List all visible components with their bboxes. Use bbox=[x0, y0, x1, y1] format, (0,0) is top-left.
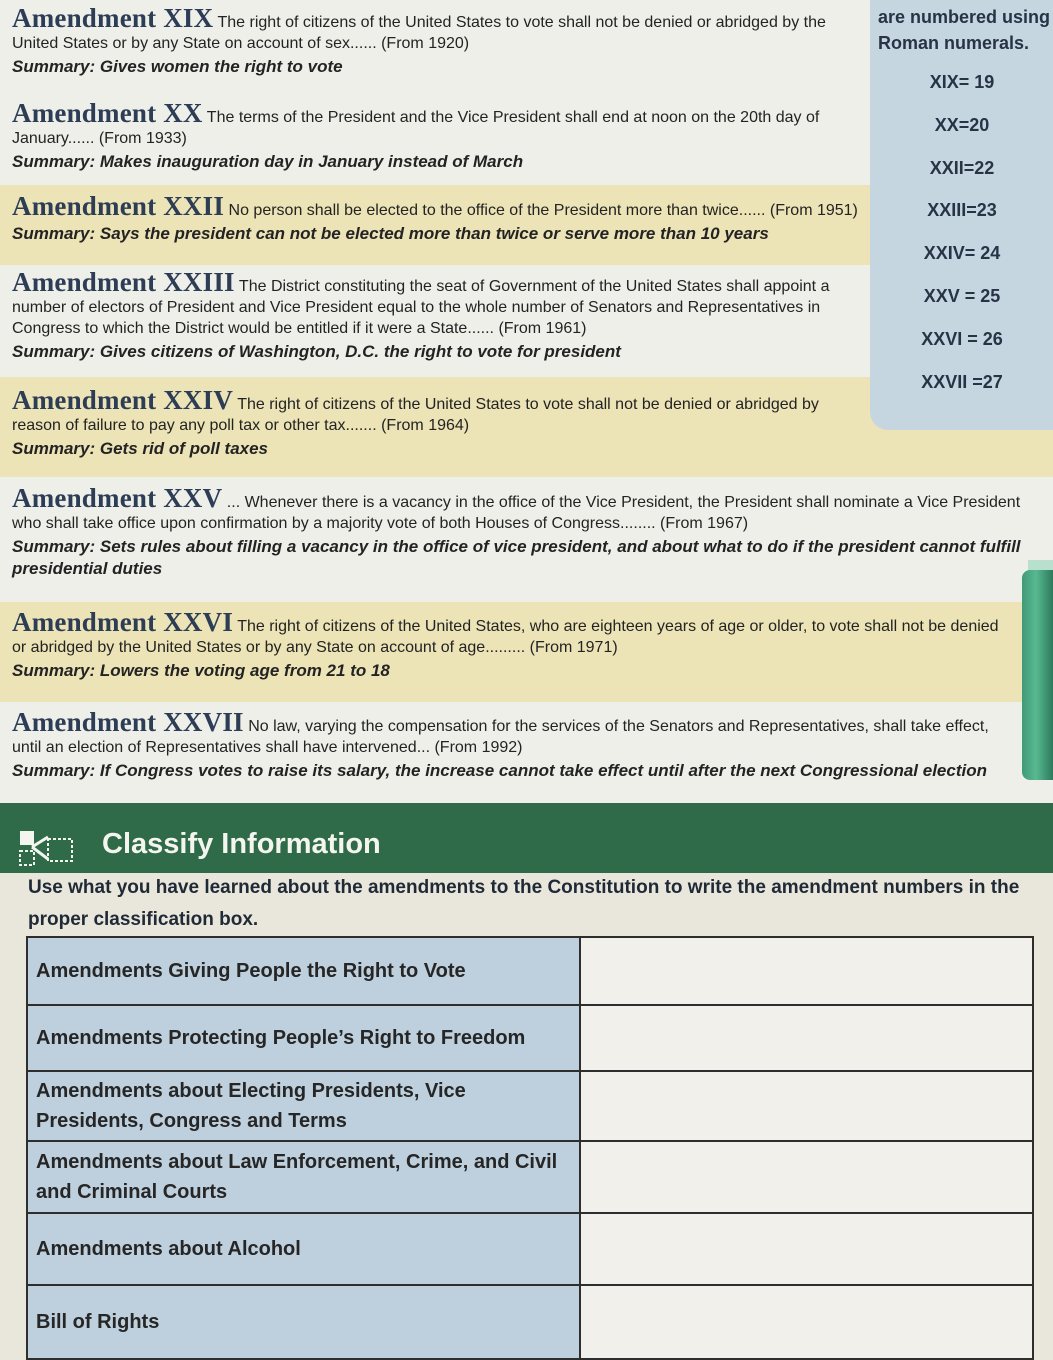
classify-icon bbox=[18, 827, 74, 867]
amendment-xxiii bbox=[12, 267, 862, 363]
amendment-xxvii bbox=[12, 707, 1012, 782]
classify-instructions: Use what you have learned about the amendments to the Constitution to write the amendment numbers in the proper classification box. bbox=[28, 877, 1020, 930]
amendment-xxv bbox=[12, 483, 1042, 580]
highlighter-pen bbox=[1022, 570, 1053, 780]
amendment-title: Amendment XXIII bbox=[12, 267, 235, 297]
answer-cell[interactable] bbox=[580, 1141, 1033, 1213]
numeral-27: XXVII =27 bbox=[921, 372, 1003, 392]
amendment-title: Amendment XIX bbox=[12, 3, 214, 33]
answer-cell[interactable] bbox=[580, 1005, 1033, 1071]
row-label: Bill of Rights bbox=[27, 1285, 580, 1359]
amendment-text: The District constituting the seat of Government of the United States shall appoint a number of electors of President and Vice President equal to the whole number of Senators and Representatives in Congress to which the District would be entitled if it were a State...... (From 1961) bbox=[12, 278, 830, 337]
roman-numeral-sidebar bbox=[870, 0, 1053, 430]
table-row bbox=[27, 1141, 1033, 1213]
amendment-text: ... Whenever there is a vacancy in the office of the Vice President, the President shall nominate a Vice President who shall take office upon confirmation by a majority vote of both Houses of Congress........ (From 1967) bbox=[12, 494, 1021, 532]
answer-cell[interactable] bbox=[580, 1213, 1033, 1285]
amendment-title: Amendment XXIV bbox=[12, 385, 234, 415]
sidebar-intro: are numbered using Roman numerals. bbox=[878, 7, 1051, 53]
row-label: Amendments about Electing Presidents, Vice Presidents, Congress and Terms bbox=[27, 1071, 580, 1141]
amendment-summary: Summary: If Congress votes to raise its salary, the increase cannot take effect until after the next Congressional election bbox=[12, 761, 987, 780]
amendment-text: The terms of the President and the Vice President shall end at noon on the 20th day of January...... (From 1933) bbox=[12, 109, 820, 147]
amendment-title: Amendment XXII bbox=[12, 191, 225, 221]
table-row bbox=[27, 1213, 1033, 1285]
amendment-title: Amendment XXVI bbox=[12, 607, 234, 637]
amendment-summary: Summary: Sets rules about filling a vacancy in the office of vice president, and about what to do if the president cannot fulfill presidential duties bbox=[12, 537, 1021, 578]
numeral-20: XX=20 bbox=[934, 115, 990, 135]
amendment-xx bbox=[12, 98, 862, 173]
amendment-text: No person shall be elected to the office of the President more than twice...... (From 1951) bbox=[228, 202, 858, 219]
classify-header bbox=[0, 819, 1053, 873]
amendment-title: Amendment XXV bbox=[12, 483, 223, 513]
amendment-summary: Summary: Makes inauguration day in January instead of March bbox=[12, 152, 524, 171]
amendment-xix bbox=[12, 3, 862, 78]
numeral-25: XXV = 25 bbox=[923, 286, 1001, 306]
amendment-xxvi bbox=[12, 607, 1007, 682]
amendment-summary: Summary: Says the president can not be elected more than twice or serve more than 10 years bbox=[12, 224, 769, 243]
amendment-text: The right of citizens of the United States to vote shall not be denied or abridged by reason of failure to pay any poll tax or other tax....... (From 1964) bbox=[12, 396, 819, 434]
amendment-title: Amendment XX bbox=[12, 98, 203, 128]
table-row bbox=[27, 937, 1033, 1005]
numeral-26: XXVI = 26 bbox=[921, 329, 1003, 349]
answer-cell[interactable] bbox=[580, 937, 1033, 1005]
amendment-text: No law, varying the compensation for the services of the Senators and Representatives, shall take effect, until an election of Representatives shall have intervened... (From 1992) bbox=[12, 718, 989, 756]
amendment-summary: Summary: Gets rid of poll taxes bbox=[12, 439, 269, 458]
table-row bbox=[27, 1005, 1033, 1071]
numeral-22: XXII=22 bbox=[929, 158, 995, 178]
classification-table bbox=[26, 936, 1034, 1360]
row-label: Amendments about Law Enforcement, Crime, and Civil and Criminal Courts bbox=[27, 1141, 580, 1213]
amendment-title: Amendment XXVII bbox=[12, 707, 244, 737]
numeral-24: XXIV= 24 bbox=[923, 243, 1001, 263]
amendment-xxii bbox=[12, 191, 862, 245]
table-row bbox=[27, 1285, 1033, 1359]
amendment-summary: Summary: Lowers the voting age from 21 to 18 bbox=[12, 661, 390, 680]
row-label: Amendments about Alcohol bbox=[27, 1213, 580, 1285]
section-divider bbox=[0, 803, 1053, 819]
answer-cell[interactable] bbox=[580, 1071, 1033, 1141]
amendment-summary: Summary: Gives women the right to vote bbox=[12, 57, 343, 76]
amendment-text: The right of citizens of the United States, who are eighteen years of age or older, to vote shall not be denied or abridged by the United States or by any State on account of age......... (From 1971) bbox=[12, 618, 999, 656]
row-label: Amendments Giving People the Right to Vote bbox=[27, 937, 580, 1005]
row-label: Amendments Protecting People’s Right to Freedom bbox=[27, 1005, 580, 1071]
classify-title: Classify Information bbox=[102, 828, 381, 860]
amendment-summary: Summary: Gives citizens of Washington, D.C. the right to vote for president bbox=[12, 342, 621, 361]
answer-cell[interactable] bbox=[580, 1285, 1033, 1359]
amendment-xxiv bbox=[12, 385, 862, 460]
amendment-text: The right of citizens of the United States to vote shall not be denied or abridged by the United States or by any State on account of sex...... (From 1920) bbox=[12, 14, 826, 52]
table-row bbox=[27, 1071, 1033, 1141]
numeral-23: XXIII=23 bbox=[927, 200, 997, 220]
numeral-19: XIX= 19 bbox=[929, 72, 995, 92]
